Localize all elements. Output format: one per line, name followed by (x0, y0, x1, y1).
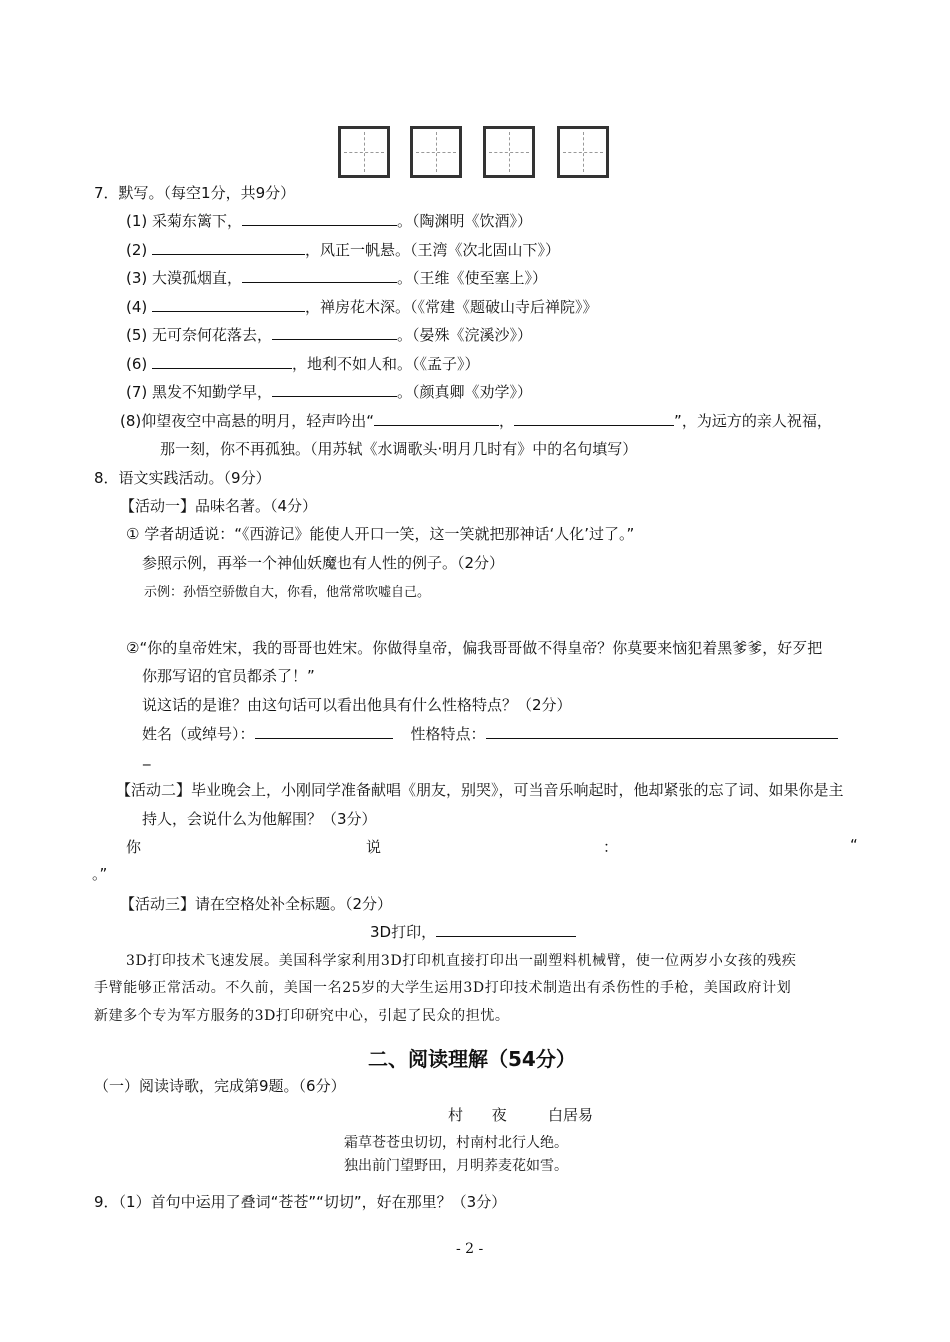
q7-item-8-pre: (8)仰望夜空中高悬的明月，轻声吟出“ (120, 412, 375, 430)
activity3-title: 【活动三】请在空格处补全标题。（2分） (120, 895, 393, 913)
writing-grid-box-1 (338, 126, 390, 178)
q7-item-7 (126, 381, 532, 402)
q7-item-2 (126, 239, 560, 260)
activity2-quote-close: 。” (92, 865, 108, 883)
q7-item-5-pre: (5) 无可奈何花落去， (126, 326, 273, 344)
activity3-para-line1: 3D打印技术飞速发展。美国科学家利用3D打印机直接打印出一副塑料机械臂，使一位两岁小女孩的残疾 (126, 953, 797, 969)
activity2-quote-open: “ (850, 836, 858, 854)
answer-blank[interactable] (242, 211, 397, 226)
activity2-colon: ： (603, 838, 619, 856)
answer-blank[interactable] (272, 325, 397, 340)
q7-item-8-line2: 那一刻，你不再孤独。（用苏轼《水调歌头·明月几时有》中的名句填写） (160, 440, 638, 458)
q7-item-7-post: 。（颜真卿《劝学》） (397, 383, 533, 401)
poem-line-2: 独出前门望野田，月明荞麦花如雪。 (344, 1158, 568, 1174)
trait-answer-blank[interactable] (486, 724, 838, 739)
answer-blank[interactable] (242, 268, 397, 283)
activity2-line1: 【活动二】毕业晚会上，小刚同学准备献唱《朋友，别哭》，可当音乐响起时，他却紧张的忘了词、如果你是主 (116, 781, 844, 799)
q7-item-4 (126, 296, 598, 317)
activity3-heading (370, 921, 576, 942)
writing-grid-box-4 (557, 126, 609, 178)
name-answer-blank[interactable] (255, 724, 393, 739)
poem-author: 白居易 (548, 1106, 594, 1124)
q7-item-2-post: ，风正一帆悬。（王湾《次北固山下》） (305, 241, 561, 259)
q9: 9．（1）首句中运用了叠词“苍苍”“切切”，好在那里？（3分） (94, 1193, 507, 1211)
title-answer-blank[interactable] (436, 922, 576, 937)
activity1-title: 【活动一】品味名著。（4分） (120, 497, 318, 515)
answer-blank[interactable] (152, 297, 305, 312)
activity2-you: 你 (126, 838, 142, 856)
q7-item-2-pre: (2) (126, 241, 153, 259)
activity2-line2: 持人，会说什么为他解围？（3分） (142, 810, 377, 828)
answer-blank[interactable] (272, 382, 397, 397)
answer-blank[interactable] (514, 411, 674, 426)
q7-item-4-post: ，禅房花木深。（《常建《题破山寺后禅院》》 (305, 298, 598, 316)
activity3-para-line2: 手臂能够正常活动。不久前，美国一名25岁的大学生运用3D打印技术制造出有杀伤性的手枪，美国政府计划 (94, 980, 792, 996)
name-label: 姓名（或绰号）： (142, 725, 255, 743)
q7-item-8-line1 (120, 410, 832, 431)
part2-sub1: （一）阅读诗歌，完成第9题。（6分） (94, 1077, 346, 1095)
writing-grid-box-3 (483, 126, 535, 178)
activity1-q1: ① 学者胡适说：“《西游记》能使人开口一笑，这一笑就把那神话‘人化’过了。” (126, 525, 635, 543)
q8-title: 8．语文实践活动。（9分） (94, 469, 271, 487)
q7-item-1-post: 。（陶渊明《饮酒》） (397, 212, 533, 230)
q7-item-4-pre: (4) (126, 298, 153, 316)
trait-label: 性格特点： (410, 725, 486, 743)
answer-blank[interactable] (152, 240, 305, 255)
q7-item-7-pre: (7) 黑发不知勤学早， (126, 383, 273, 401)
activity3-para-line3: 新建多个专为军方服务的3D打印研究中心，引起了民众的担忧。 (94, 1008, 510, 1024)
activity1-q1-ask: 参照示例，再举一个神仙妖魔也有人性的例子。（2分） (142, 554, 505, 572)
q7-item-1 (126, 210, 532, 231)
q7-title: 7．默写。（每空1分，共9分） (94, 184, 296, 202)
activity1-q2-line1: ②“你的皇帝姓宋，我的哥哥也姓宋。你做得皇帝，偏我哥哥做不得皇帝？你莫要来恼犯着黑爹爹，好歹把 (126, 639, 823, 657)
activity1-q2-ask: 说这话的是谁？由这句话可以看出他具有什么性格特点？（2分） (142, 696, 572, 714)
q7-item-6 (126, 353, 480, 374)
activity2-say: 说 (366, 838, 382, 856)
activity1-answer-line (142, 723, 838, 744)
q7-item-8-mid: ， (499, 412, 515, 430)
q7-item-6-post: ，地利不如人和。（《孟子》） (292, 355, 480, 373)
q7-item-1-pre: (1) 采菊东篱下， (126, 212, 243, 230)
answer-blank[interactable] (374, 411, 499, 426)
poem-line-1: 霜草苍苍虫切切，村南村北行人绝。 (344, 1135, 568, 1151)
stray-underscore: _ (143, 748, 151, 766)
answer-blank[interactable] (152, 354, 292, 369)
section-title: 二、阅读理解（54分） (368, 1047, 576, 1071)
activity1-q2-line2: 你那写诏的官员都杀了！” (142, 667, 315, 685)
q7-item-3-post: 。（王维《使至塞上》） (397, 269, 548, 287)
q7-item-3 (126, 267, 547, 288)
q7-item-8-post: ”，为远方的亲人祝福， (674, 412, 832, 430)
q7-item-6-pre: (6) (126, 355, 153, 373)
poem-title: 村 夜 (448, 1106, 519, 1124)
q7-item-5 (126, 324, 532, 345)
q7-item-3-pre: (3) 大漠孤烟直， (126, 269, 243, 287)
activity3-heading-text: 3D打印， (370, 923, 437, 941)
writing-grid-box-2 (410, 126, 462, 178)
activity1-example: 示例：孙悟空骄傲自大，你看，他常常吹嘘自己。 (144, 585, 431, 600)
q7-item-5-post: 。（晏殊《浣溪沙》） (397, 326, 533, 344)
page-number: - 2 - (456, 1241, 484, 1257)
